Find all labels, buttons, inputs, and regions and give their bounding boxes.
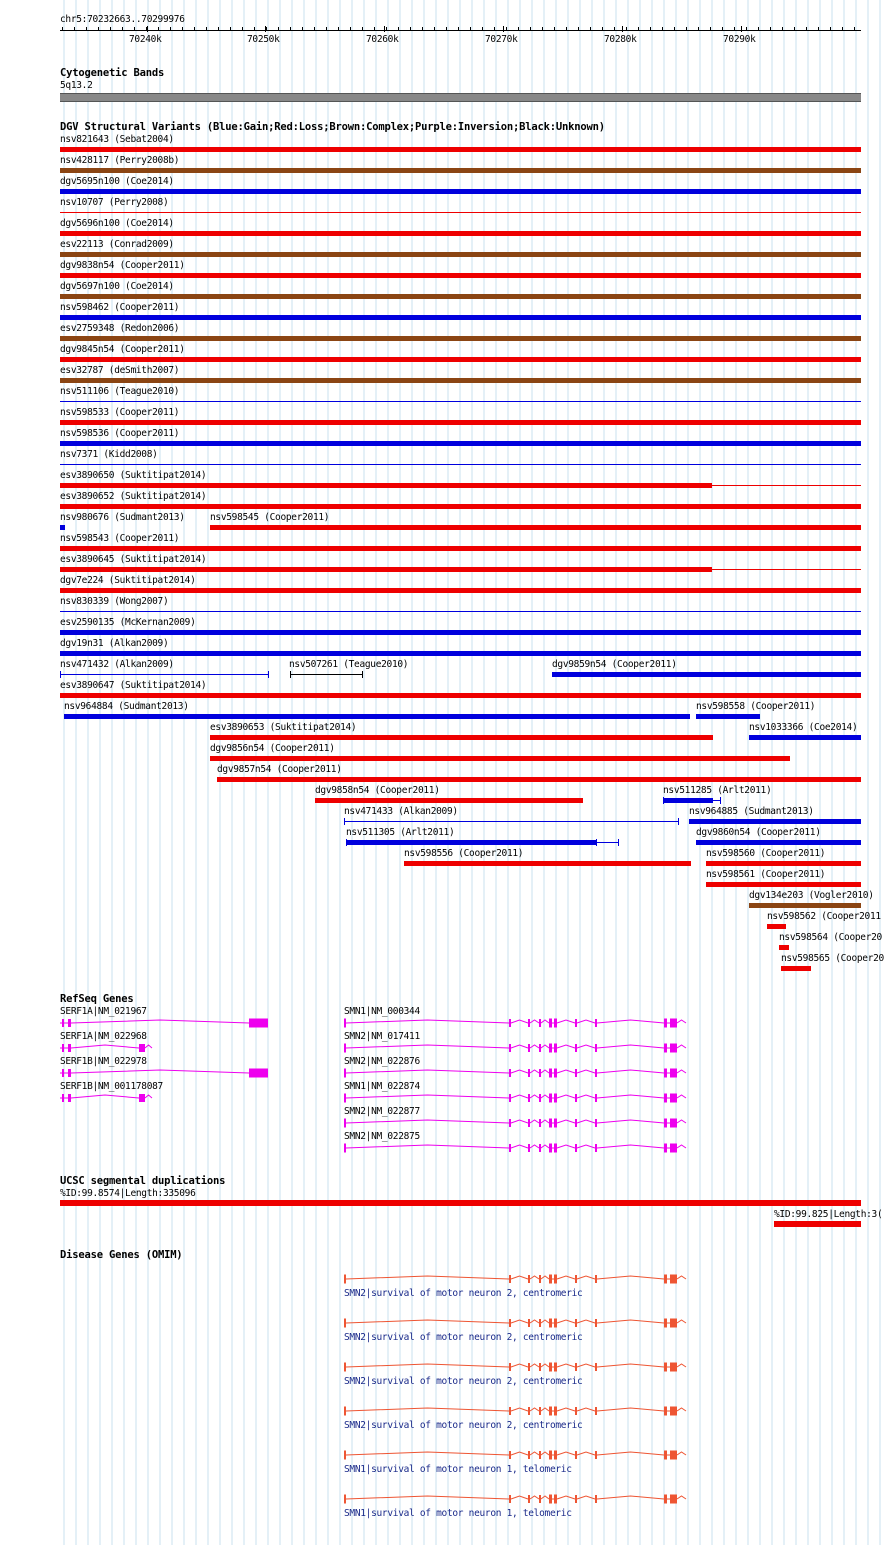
refseq-gene-label: SMN2|NM_017411 (344, 1031, 420, 1042)
refseq-gene-label: SMN2|NM_022875 (344, 1131, 420, 1142)
dgv-variant-bar[interactable] (706, 861, 861, 866)
dgv-variant-bar[interactable] (60, 252, 861, 257)
dgv-variant-line-cap (663, 797, 664, 804)
dgv-variant-bar[interactable] (60, 168, 861, 173)
dgv-variant-bar[interactable] (60, 464, 861, 465)
dgv-variant-bar[interactable] (60, 315, 861, 320)
dgv-variant-label: nsv980676 (Sudmant2013) (60, 512, 185, 523)
dgv-variant-label: nsv598562 (Cooper2011 (767, 911, 881, 922)
dgv-variant-label: nsv964885 (Sudmant2013) (689, 806, 814, 817)
dgv-variant-label: nsv598561 (Cooper2011) (706, 869, 826, 880)
dgv-variant-bar[interactable] (60, 273, 861, 278)
dgv-variant-bar[interactable] (696, 840, 861, 845)
dgv-variant-label: nsv830339 (Wong2007) (60, 596, 169, 607)
dgv-variant-bar[interactable] (210, 756, 790, 761)
dgv-variant-bar[interactable] (60, 420, 861, 425)
dgv-variant-line-cap (618, 839, 619, 846)
dgv-variant-line-cap (720, 797, 721, 804)
dgv-variant-bar[interactable] (60, 212, 861, 213)
dgv-variant-label: dgv7e224 (Suktitipat2014) (60, 575, 196, 586)
dgv-variant-bar[interactable] (60, 378, 861, 383)
dgv-variant-bar[interactable] (60, 630, 861, 635)
dgv-variant-bar[interactable] (60, 611, 861, 612)
dgv-variant-label: dgv9859n54 (Cooper2011) (552, 659, 677, 670)
dgv-variant-line[interactable] (663, 800, 720, 801)
refseq-gene-label: SMN1|NM_000344 (344, 1006, 420, 1017)
dgv-variant-label: nsv511285 (Arlt2011) (663, 785, 772, 796)
omim-gene-label: SMN1|survival of motor neuron 1, telomeric (344, 1464, 572, 1475)
dgv-variant-label: nsv598543 (Cooper2011) (60, 533, 180, 544)
refseq-gene-label: SERF1B|NM_001178087 (60, 1081, 163, 1092)
dgv-variant-bar[interactable] (60, 525, 65, 530)
dgv-variant-bar[interactable] (404, 861, 691, 866)
dgv-variant-label: esv22113 (Conrad2009) (60, 239, 174, 250)
dgv-variant-label: nsv598564 (Cooper20 (779, 932, 882, 943)
dgv-variant-line-cap (268, 671, 269, 678)
dgv-variant-label: nsv7371 (Kidd2008) (60, 449, 158, 460)
dgv-variant-label: dgv19n31 (Alkan2009) (60, 638, 169, 649)
dgv-variant-label: nsv428117 (Perry2008b) (60, 155, 180, 166)
dgv-variant-label: nsv598545 (Cooper2011) (210, 512, 330, 523)
dgv-variant-label: nsv1033366 (Coe2014) (749, 722, 858, 733)
dgv-variant-cap (346, 839, 347, 846)
dgv-variant-bar[interactable] (60, 294, 861, 299)
dgv-variant-bar[interactable] (60, 483, 712, 488)
dgv-variant-bar[interactable] (749, 735, 861, 740)
dgv-variant-label: nsv598558 (Cooper2011) (696, 701, 816, 712)
ruler-tick-label: 70240k (129, 34, 162, 45)
dgv-variant-bar[interactable] (696, 714, 760, 719)
dgv-variant-bar[interactable] (767, 924, 786, 929)
dgv-variant-bar[interactable] (689, 819, 861, 824)
omim-gene-label: SMN2|survival of motor neuron 2, centromeric (344, 1376, 583, 1387)
dgv-variant-label: esv3890650 (Suktitipat2014) (60, 470, 207, 481)
dgv-variant-label: nsv598560 (Cooper2011) (706, 848, 826, 859)
ruler-tick-label: 70280k (604, 34, 637, 45)
dgv-variant-line-cap (596, 839, 597, 846)
dgv-variant-label: dgv9845n54 (Cooper2011) (60, 344, 185, 355)
cytoband-track-title[interactable]: Cytogenetic Bands (60, 67, 165, 79)
dgv-variant-bar[interactable] (781, 966, 811, 971)
refseq-track-title[interactable]: RefSeq Genes (60, 993, 134, 1005)
dgv-variant-bar[interactable] (749, 903, 861, 908)
refseq-gene-label: SERF1A|NM_022968 (60, 1031, 147, 1042)
dgv-variant-label: nsv471432 (Alkan2009) (60, 659, 174, 670)
dgv-variant-line-cap (290, 671, 291, 678)
cytoband-label: 5q13.2 (60, 80, 93, 91)
dgv-variant-bar[interactable] (64, 714, 690, 719)
dgv-variant-label: nsv598536 (Cooper2011) (60, 428, 180, 439)
dgv-variant-bar[interactable] (60, 546, 861, 551)
segdup-label: %ID:99.825|Length:3( (774, 1209, 883, 1220)
dgv-variant-label: nsv598556 (Cooper2011) (404, 848, 524, 859)
ruler-tick-label: 70290k (723, 34, 756, 45)
dgv-variant-line-cap (344, 818, 345, 825)
dgv-variant-label: dgv134e203 (Vogler2010) (749, 890, 874, 901)
omim-gene-label: SMN2|survival of motor neuron 2, centromeric (344, 1420, 583, 1431)
dgv-variant-bar[interactable] (779, 945, 789, 950)
dgv-variant-bar[interactable] (60, 147, 861, 152)
dgv-variant-label: nsv511305 (Arlt2011) (346, 827, 455, 838)
dgv-variant-bar[interactable] (60, 567, 712, 572)
dgv-variant-bar[interactable] (315, 798, 583, 803)
dgv-variant-label: esv32787 (deSmith2007) (60, 365, 180, 376)
refseq-gene-label: SERF1A|NM_021967 (60, 1006, 147, 1017)
dgv-variant-bar[interactable] (60, 231, 861, 236)
dgv-variant-line[interactable] (344, 821, 678, 822)
omim-gene-label: SMN2|survival of motor neuron 2, centromeric (344, 1332, 583, 1343)
dgv-variant-label: nsv964884 (Sudmant2013) (64, 701, 189, 712)
dgv-variant-label: dgv5697n100 (Coe2014) (60, 281, 174, 292)
refseq-gene-label: SERF1B|NM_022978 (60, 1056, 147, 1067)
ruler-tick-label: 70270k (485, 34, 518, 45)
dgv-variant-label: esv3890653 (Suktitipat2014) (210, 722, 357, 733)
dgv-variant-line-cap (678, 818, 679, 825)
dgv-variant-label: esv3890645 (Suktitipat2014) (60, 554, 207, 565)
dgv-variant-label: nsv10707 (Perry2008) (60, 197, 169, 208)
dgv-variant-label: esv2590135 (McKernan2009) (60, 617, 196, 628)
dgv-variant-bar[interactable] (60, 588, 861, 593)
dgv-variant-label: esv3890652 (Suktitipat2014) (60, 491, 207, 502)
dgv-variant-bar[interactable] (210, 525, 861, 530)
position-label: chr5:70232663..70299976 (60, 14, 185, 25)
dgv-variant-bar[interactable] (210, 735, 713, 740)
dgv-variant-label: esv3890647 (Suktitipat2014) (60, 680, 207, 691)
dgv-variant-label: dgv9860n54 (Cooper2011) (696, 827, 821, 838)
dgv-variant-label: dgv5695n100 (Coe2014) (60, 176, 174, 187)
ruler-tick-label: 70260k (366, 34, 399, 45)
omim-gene-label: SMN2|survival of motor neuron 2, centromeric (344, 1288, 583, 1299)
dgv-variant-label: dgv9857n54 (Cooper2011) (217, 764, 342, 775)
dgv-variant-label: dgv9858n54 (Cooper2011) (315, 785, 440, 796)
dgv-variant-bar[interactable] (60, 189, 861, 194)
dgv-variant-line[interactable] (60, 674, 268, 675)
dgv-variant-line-cap (362, 671, 363, 678)
dgv-variant-bar[interactable] (706, 882, 861, 887)
dgv-variant-line[interactable] (290, 674, 362, 675)
segdup-label: %ID:99.8574|Length:335096 (60, 1188, 196, 1199)
dgv-variant-bar[interactable] (60, 441, 861, 446)
dgv-variant-label: nsv598462 (Cooper2011) (60, 302, 180, 313)
dgv-variant-bar[interactable] (552, 672, 861, 677)
dgv-variant-label: nsv598533 (Cooper2011) (60, 407, 180, 418)
refseq-gene-label: SMN2|NM_022877 (344, 1106, 420, 1117)
dgv-variant-bar[interactable] (60, 693, 861, 698)
dgv-variant-bar[interactable] (60, 357, 861, 362)
ruler-tick-label: 70250k (247, 34, 280, 45)
omim-gene-label: SMN1|survival of motor neuron 1, telomeric (344, 1508, 572, 1519)
dgv-variant-label: nsv471433 (Alkan2009) (344, 806, 458, 817)
dgv-variant-label: nsv821643 (Sebat2004) (60, 134, 174, 145)
refseq-gene-label: SMN1|NM_022874 (344, 1081, 420, 1092)
dgv-variant-label: nsv507261 (Teague2010) (289, 659, 409, 670)
dgv-variant-bar[interactable] (60, 504, 861, 509)
dgv-variant-label: nsv511106 (Teague2010) (60, 386, 180, 397)
dgv-variant-label: dgv9856n54 (Cooper2011) (210, 743, 335, 754)
dgv-variant-bar[interactable] (60, 651, 861, 656)
segdup-track-title[interactable]: UCSC segmental duplications (60, 1175, 226, 1187)
dgv-variant-label: esv2759348 (Redon2006) (60, 323, 180, 334)
dgv-variant-line-cap (60, 671, 61, 678)
omim-track-title[interactable]: Disease Genes (OMIM) (60, 1249, 183, 1261)
refseq-gene-label: SMN2|NM_022876 (344, 1056, 420, 1067)
dgv-variant-bar[interactable] (60, 336, 861, 341)
dgv-track-title[interactable]: DGV Structural Variants (Blue:Gain;Red:Loss;Brown:Complex;Purple:Inversion;Black:Unknown) (60, 121, 605, 133)
dgv-variant-bar[interactable] (60, 401, 861, 402)
dgv-variant-line[interactable] (596, 842, 618, 843)
dgv-variant-line[interactable] (712, 485, 861, 486)
dgv-variant-label: dgv5696n100 (Coe2014) (60, 218, 174, 229)
dgv-variant-label: dgv9838n54 (Cooper2011) (60, 260, 185, 271)
dgv-variant-bar[interactable] (346, 840, 596, 845)
dgv-variant-bar[interactable] (217, 777, 861, 782)
dgv-variant-label: nsv598565 (Cooper20 (781, 953, 884, 964)
dgv-variant-line[interactable] (712, 569, 861, 570)
